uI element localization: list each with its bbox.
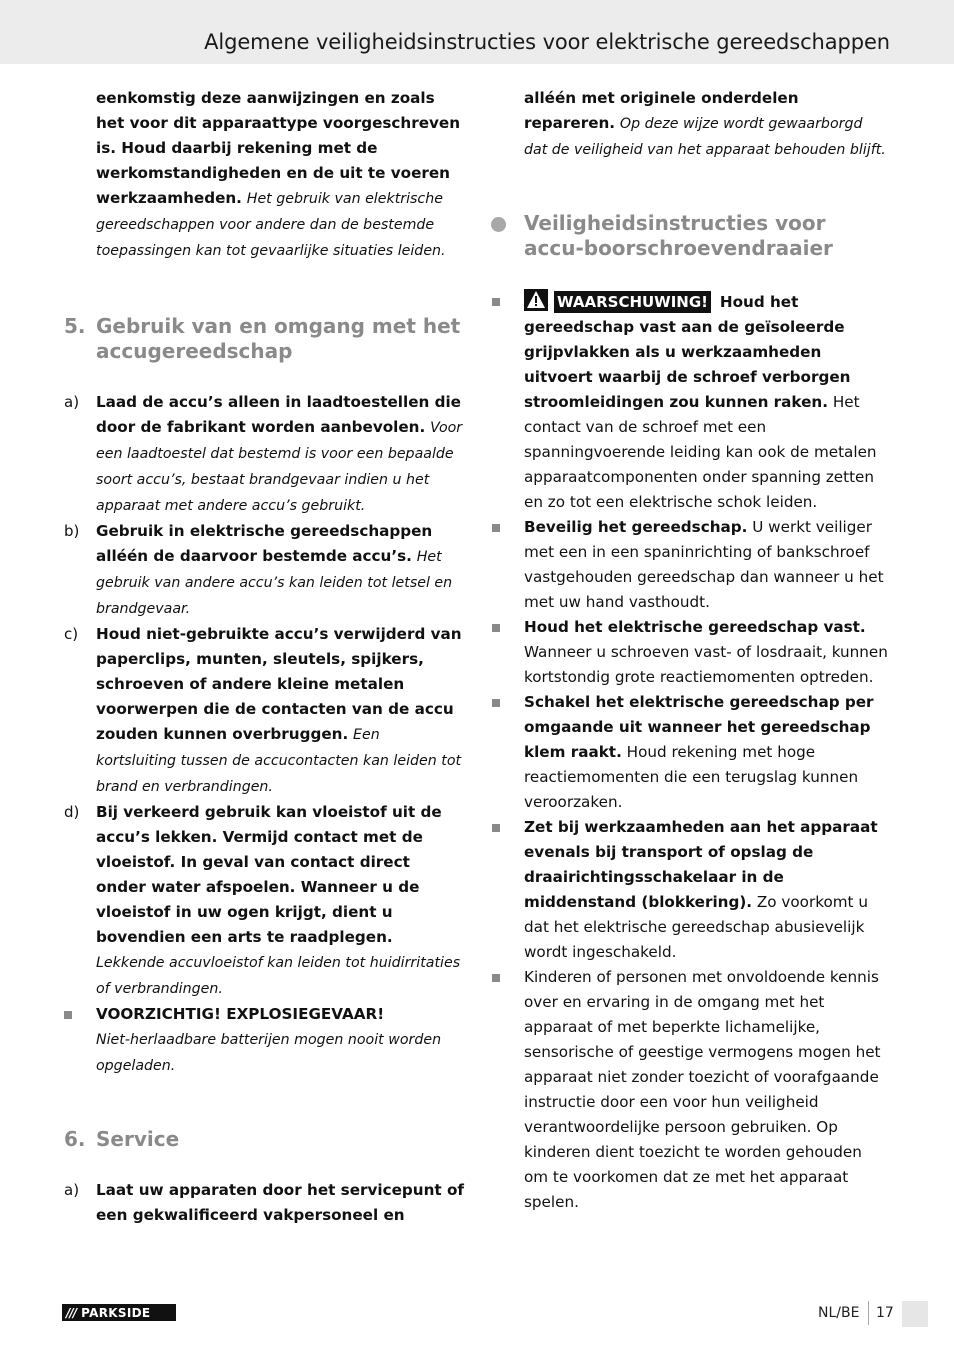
item-italic: Lekkende accuvloeistof kan leiden tot huidirritaties of verbrandingen. (96, 955, 461, 997)
item-normal: Het contact van de schroef met een spanningvoerende leiding kan ook de metalen apparaatcomponenten onder spanning zetten en zo tot een elektrische schok leiden. (524, 393, 877, 511)
caution-item (62, 1002, 464, 1079)
square-bullet-icon (492, 624, 500, 632)
item-normal: Zo voorkomt u dat het elektrische gereedschap abusievelijk wordt ingeschakeld. (524, 893, 868, 961)
list-marker: b) (64, 522, 80, 540)
square-bullet-icon (492, 824, 500, 832)
item-bold: Schakel het elektrische gereedschap per omgaande uit wanneer het gereedschap klem raakt. (524, 693, 874, 761)
warning-triangle-icon (524, 289, 548, 311)
service-item-a (62, 1178, 464, 1228)
bullet-item (490, 615, 890, 690)
intro-italic: Het gebruik van elektrische gereedschappen voor andere dan de bestemde toepassingen kan tot gevaarlijke situaties leiden. (96, 191, 446, 259)
list-marker: a) (64, 1181, 80, 1199)
right-column (490, 86, 890, 1215)
item-bold: Laat uw apparaten door het servicepunt of een gekwalificeerd vakpersoneel en (96, 1181, 464, 1224)
circle-bullet-icon (491, 217, 506, 232)
list-item-b (62, 519, 464, 622)
intro-bold: eenkomstig deze aanwijzingen en zoals het voor dit apparaattype voorgeschreven is. Houd daarbij rekening met de werkomstandigheden en de uit te voeren werkzaamheden. (96, 89, 461, 207)
list-marker: a) (64, 393, 80, 411)
section-accu-heading (490, 211, 890, 261)
item-bold: Beveilig het gereedschap. (524, 518, 748, 536)
item-italic: Het gebruik van andere accu’s kan leiden tot letsel en brandgevaar. (96, 549, 453, 617)
square-bullet-icon (492, 974, 500, 982)
caution-bold: VOORZICHTIG! EXPLOSIEGEVAAR! (96, 1005, 385, 1023)
list-marker: c) (64, 625, 79, 643)
square-bullet-icon (492, 298, 500, 306)
continued-paragraph (490, 86, 890, 163)
item-italic: Een kortsluiting tussen de accucontacten kan leiden tot brand en verbrandingen. (96, 727, 462, 795)
item-bold: Houd het elektrische gereedschap vast. (524, 618, 866, 636)
item-normal: Houd rekening met hoge reactiemomenten die een terugslag kunnen veroorzaken. (524, 743, 859, 811)
continued-italic: Op deze wijze wordt gewaarborgd dat de veiligheid van het apparaat behouden blijft. (524, 116, 886, 158)
item-bold: Houd het gereedschap vast aan de geïsoleerde grijpvlakken als u werkzaamheden uitvoert waarbij de schroef verborgen stroomleidingen zou kunnen raken. (524, 293, 851, 411)
continued-bold: alléén met originele onderdelen repareren. (524, 89, 799, 132)
item-bold: Laad de accu’s alleen in laadtoestellen die door de fabrikant worden aanbevolen. (96, 393, 461, 436)
section-accu-title: Veiligheidsinstructies voor accu-boorschroevendraaier (524, 211, 833, 260)
square-bullet-icon (492, 524, 500, 532)
footer-language: NL/BE (818, 1305, 860, 1321)
footer-divider (868, 1301, 869, 1325)
item-bold: Houd niet-gebruikte accu’s verwijderd van paperclips, munten, sleutels, spijkers, schroeven of andere kleine metalen voorwerpen die de contacten van de accu zouden kunnen overbruggen. (96, 625, 462, 743)
parkside-logo (62, 1304, 176, 1321)
section-6-heading (62, 1127, 464, 1152)
list-item-c (62, 622, 464, 800)
page-title: Algemene veiligheidsinstructies voor elektrische gereedschappen (204, 30, 890, 54)
bullet-item (490, 815, 890, 965)
list-item-a (62, 390, 464, 519)
section-5-heading (62, 314, 464, 364)
bullet-item (490, 690, 890, 815)
item-normal: U werkt veiliger met een in een spaninrichting of bankschroef vastgehouden gereedschap dan wanneer u het met uw hand vasthoudt. (524, 518, 884, 611)
item-bold: Gebruik in elektrische gereedschappen alléén de daarvoor bestemde accu’s. (96, 522, 433, 565)
intro-paragraph (62, 86, 464, 264)
logo-stripes-icon: /// (66, 1305, 77, 1320)
item-bold: Zet bij werkzaamheden aan het apparaat evenals bij transport of opslag de draairichtingsschakelaar in de middenstand (blokkering). (524, 818, 878, 911)
item-normal: Wanneer u schroeven vast- of losdraait, kunnen kortstondig grote reactiemomenten optreden. (524, 643, 888, 686)
warning-label: WAARSCHUWING! (554, 291, 711, 313)
section-6-title: Service (96, 1127, 180, 1151)
section-5-number: 5. (64, 314, 86, 338)
section-5-title: Gebruik van en omgang met het accugereedschap (96, 314, 461, 363)
section-6-number: 6. (64, 1127, 86, 1151)
list-marker: d) (64, 803, 80, 821)
bullet-item (490, 515, 890, 615)
square-bullet-icon (64, 1011, 72, 1019)
square-bullet-icon (492, 699, 500, 707)
footer-box (902, 1301, 928, 1327)
bullet-item (490, 965, 890, 1215)
left-column (62, 86, 464, 1228)
item-normal: Kinderen of personen met onvoldoende kennis over en ervaring in de omgang met het apparaat of met beperkte lichamelijke, sensorische of geestige vermogens mogen het apparaat niet zonder toezicht of voorafgaande instructie door een voor hun veiligheid verantwoordelijke persoon gebruiken. Op kinderen dient toezicht te worden gehouden om te voorkomen dat ze met het apparaat spelen. (524, 968, 881, 1211)
list-item-d (62, 800, 464, 1002)
caution-italic: Niet-herlaadbare batterijen mogen nooit worden opgeladen. (96, 1032, 442, 1074)
page-number: 17 (876, 1305, 894, 1321)
logo-text: PARKSIDE (81, 1305, 151, 1320)
item-italic: Voor een laadtoestel dat bestemd is voor een bepaalde soort accu’s, bestaat brandgevaar indien u het apparaat met andere accu’s gebruikt. (96, 420, 463, 514)
item-bold: Bij verkeerd gebruik kan vloeistof uit de accu’s lekken. Vermijd contact met de vloeistof. In geval van contact direct onder water afspoelen. Wanneer u de vloeistof in uw ogen krijgt, dient u bovendien een arts te raadplegen. (96, 803, 442, 946)
bullet-item-warning (490, 289, 890, 515)
